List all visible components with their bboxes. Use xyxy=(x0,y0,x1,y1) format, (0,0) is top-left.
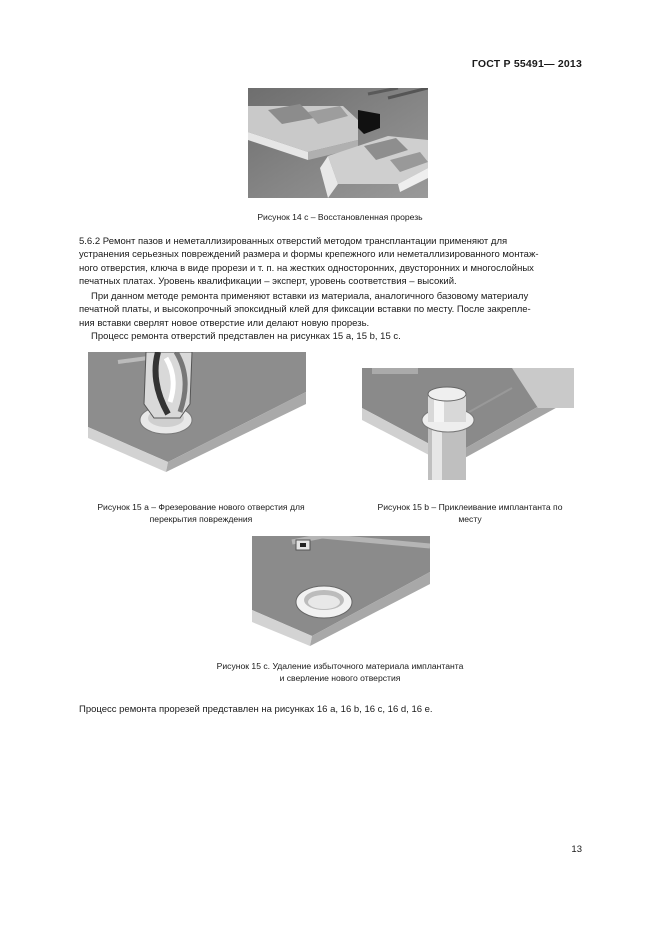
figure-15c-caption xyxy=(150,660,530,684)
figure-14c-image xyxy=(248,88,428,198)
paragraph-5-6-2 xyxy=(79,235,582,289)
paragraph-hole-process: Процесс ремонта отверстий представлен на рисунках 15 a, 15 b, 15 c. xyxy=(91,331,401,342)
p1-line3: ного отверстия, ключа в виде прорези и т. п. на жестких односторонних, двусторонних и многослойных xyxy=(79,262,534,274)
p2-line2: печатной платы, и высокопрочный эпоксидный клей для фиксации вставки по месту. После закрепле- xyxy=(79,304,531,316)
paragraph-slot-process: Процесс ремонта прорезей представлен на рисунках 16 a, 16 b, 16 c, 16 d, 16 e. xyxy=(79,704,433,715)
p1-line2: устранения серьезных повреждений размера и формы крепежного или неметаллизированного монтаж- xyxy=(79,249,539,261)
figure-15a-caption-line1: Рисунок 15 a – Фрезерование нового отверстия для xyxy=(97,502,305,512)
p1-line4: печатных платах. Уровень квалификации – эксперт, уровень соответствия – высокий. xyxy=(79,276,457,288)
figure-15b-caption-line2: месту xyxy=(458,514,482,524)
p1-line1: 5.6.2 Ремонт пазов и неметаллизированных отверстий методом трансплантации применяют для xyxy=(79,236,508,247)
figure-14c-caption: Рисунок 14 c – Восстановленная прорезь xyxy=(257,212,423,222)
figure-15a-caption-line2: перекрытия повреждения xyxy=(149,514,253,524)
p2-line1: При данном методе ремонта применяют вставки из материала, аналогичного базовому материалу xyxy=(91,291,529,302)
figure-15a-caption xyxy=(70,501,332,525)
figure-15b-image xyxy=(362,368,574,480)
figure-15c-caption-line1: Рисунок 15 c. Удаление избыточного материала имплантанта xyxy=(216,661,464,671)
p2-line3: ния вставки сверлят новое отверстие или делают новую прорезь. xyxy=(79,317,370,329)
figure-15b-caption-line1: Рисунок 15 b – Приклеивание имплантанта по xyxy=(377,502,563,512)
paragraph-method xyxy=(79,290,582,330)
figure-15c-image xyxy=(252,536,430,646)
figure-15a-image xyxy=(88,352,306,472)
page-number: 13 xyxy=(571,844,582,855)
document-header: ГОСТ Р 55491— 2013 xyxy=(471,58,582,70)
figure-15c-caption-line2: и сверление нового отверстия xyxy=(279,673,401,683)
figure-15b-caption xyxy=(350,501,590,525)
